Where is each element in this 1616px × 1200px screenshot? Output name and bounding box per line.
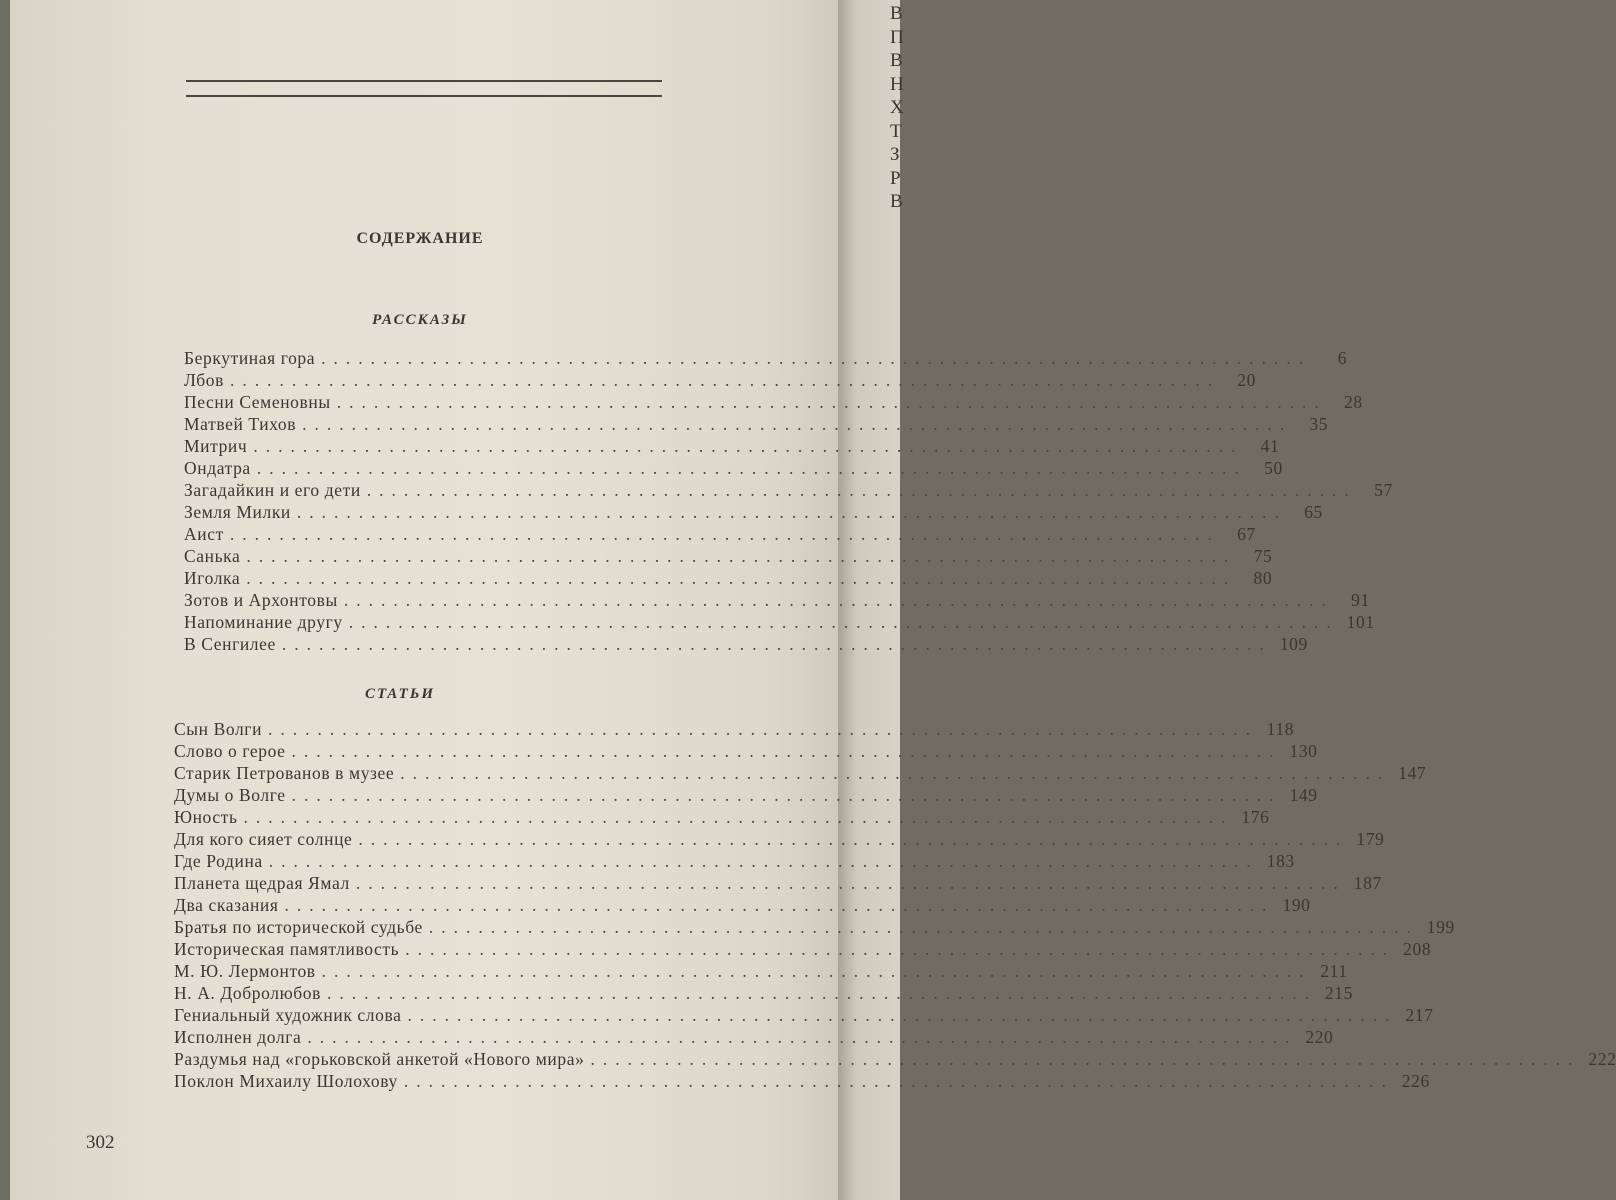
toc-entry [184,523,1256,545]
toc-entry-title: Сын Волги [174,719,263,739]
facing-page-letter: В [890,50,903,71]
toc-entry-title: Старик Петрованов в музее [174,763,395,783]
toc-leader-dots: ................................................................................ [229,370,1220,390]
toc-entry-title: Песни Семеновны [184,392,331,412]
toc-entry-title: Раздумья над «горьковской анкетой «Нового мира» [174,1049,585,1069]
toc-entry-title: Думы о Волге [174,785,286,805]
toc-leader-dots: ................................................................................ [326,983,1317,1003]
facing-page-letter: Х [890,97,904,118]
facing-page-letter: В [890,3,903,24]
toc-entry [174,718,1295,740]
toc-entry-page: 176 [1241,807,1270,827]
toc-entry-page: 6 [1337,348,1348,368]
toc-leader-dots: ................................................................................ [355,873,1346,893]
toc-entry-title: Братья по исторической судьбе [174,917,423,937]
contents-title: СОДЕРЖАНИЕ [356,230,484,247]
toc-leader-dots: ................................................................................ [284,895,1275,915]
toc-leader-dots: ................................................................................ [403,1071,1394,1091]
toc-entry-title: М. Ю. Лермонтов [174,961,316,981]
toc-entry [174,1004,1434,1026]
toc-entry-title: Ондатра [184,458,251,478]
toc-entry [184,391,1363,413]
toc-leader-dots: ................................................................................ [268,719,1259,739]
toc-entry-title: Напоминание другу [184,612,343,632]
toc-entry-page: 149 [1289,785,1318,805]
toc-entry-page: 187 [1353,873,1382,893]
toc-entry [174,1048,1616,1070]
toc-entry-title: Поклон Михаилу Шолохову [174,1071,398,1091]
toc-entry-title: В Сенгилее [184,634,276,654]
toc-entry-title: Земля Милки [184,502,291,522]
toc-entry [174,784,1318,806]
toc-entry-page: 75 [1253,546,1273,566]
toc-entry [174,894,1311,916]
toc-entry-page: 118 [1266,719,1295,739]
toc-leader-dots: ................................................................................ [229,524,1220,544]
page-number: 302 [86,1132,115,1153]
toc-leader-dots: ................................................................................ [348,612,1339,632]
toc-entry-title: Где Родина [174,851,263,871]
toc-leader-dots: ................................................................................ [302,414,1293,434]
toc-leader-dots: ................................................................................ [268,851,1259,871]
toc-entry [174,850,1295,872]
toc-entry-page: 67 [1237,524,1256,544]
toc-leader-dots: ................................................................................ [291,741,1282,761]
toc-entry-page: 91 [1351,590,1370,610]
toc-entry-page: 41 [1260,436,1280,456]
facing-page-letter: Н [890,73,904,95]
toc-leader-dots: ................................................................................ [246,546,1237,566]
toc-entry-page: 80 [1253,568,1273,588]
toc-leader-dots: ................................................................................ [358,829,1349,849]
toc-entry-title: Санька [184,546,241,566]
toc-leader-dots: ................................................................................ [307,1027,1298,1047]
toc-entry [184,479,1393,501]
toc-entry [174,960,1348,982]
toc-entry [174,982,1353,1004]
toc-entry-page: 222 [1588,1049,1616,1069]
toc-entry [174,740,1318,762]
toc-entry [184,611,1375,633]
toc-entry-page: 130 [1289,741,1318,761]
toc-entry [184,501,1323,523]
toc-entry [184,567,1273,589]
toc-entry-title: Планета щедрая Ямал [174,873,350,893]
toc-entry-page: 50 [1264,458,1283,478]
toc-leader-dots: ................................................................................ [253,436,1244,456]
toc-entry-title: Юность [174,807,238,827]
toc-leader-dots: ................................................................................ [405,939,1396,959]
toc-leader-dots: ................................................................................ [366,480,1357,500]
facing-page-letter: Р [890,167,901,189]
toc-leader-dots: ................................................................................ [291,785,1282,805]
toc-leader-dots: ................................................................................ [407,1005,1398,1025]
toc-entry-page: 57 [1374,480,1393,500]
toc-entry-title: Аист [184,524,224,544]
toc-entry-page: 208 [1403,939,1432,959]
toc-entry-page: 101 [1346,612,1375,632]
toc-entry [174,762,1427,784]
toc-leader-dots: ................................................................................ [256,458,1247,478]
toc-entry-title: Матвей Тихов [184,414,297,434]
toc-leader-dots: ................................................................................ [243,807,1234,827]
toc-entry-title: Беркутиная гора [184,348,316,368]
toc-entry-page: 190 [1282,895,1311,915]
toc-entry-page: 20 [1237,370,1256,390]
toc-entry [174,806,1270,828]
toc-entry-title: Загадайкин и его дети [184,480,361,500]
toc-entry [184,633,1308,655]
toc-entry [174,828,1385,850]
facing-page-letter: П [890,26,904,48]
toc-entry [174,1026,1334,1048]
toc-entry [184,435,1280,457]
toc-leader-dots: ................................................................................ [246,568,1237,588]
toc-entry-title: Историческая памятливость [174,939,400,959]
toc-entry-page: 109 [1279,634,1308,654]
toc-entry-page: 28 [1344,392,1363,412]
section-heading-articles: СТАТЬИ [365,686,435,702]
toc-entry [174,916,1455,938]
toc-entry-page: 35 [1309,414,1329,434]
toc-entry-title: Иголка [184,568,241,588]
toc-entry-page: 179 [1356,829,1385,849]
toc-leader-dots: ................................................................................ [343,590,1334,610]
toc-entry [184,589,1370,611]
toc-entry-page: 211 [1320,961,1348,981]
toc-leader-dots: ................................................................................ [400,763,1391,783]
toc-entry [184,457,1283,479]
toc-entry-page: 226 [1401,1071,1430,1091]
toc-entry-page: 183 [1266,851,1295,871]
toc-entry [184,545,1273,567]
toc-entry-page: 147 [1398,763,1427,783]
toc-entry-page: 65 [1304,502,1323,522]
toc-leader-dots: ................................................................................ [590,1049,1581,1069]
toc-entry-title: Н. А. Добролюбов [174,983,321,1003]
toc-leader-dots: ................................................................................ [336,392,1327,412]
toc-leader-dots: ................................................................................ [296,502,1287,522]
toc-entry-title: Зотов и Архонтовы [184,590,338,610]
toc-entry [174,872,1382,894]
toc-entry [174,938,1432,960]
toc-entry [184,413,1329,435]
toc-leader-dots: ................................................................................ [281,634,1272,654]
toc-entry-title: Исполнен долга [174,1027,302,1047]
toc-leader-dots: ................................................................................ [321,348,1312,368]
toc-entry [174,1070,1430,1092]
facing-page-letter: Т [890,120,902,142]
toc-entry-title: Слово о герое [174,741,286,761]
toc-entry-title: Гениальный художник слова [174,1005,402,1025]
toc-entry-page: 217 [1405,1005,1434,1025]
toc-entry [184,347,1348,369]
toc-entry-page: 199 [1426,917,1455,937]
toc-entry-title: Митрич [184,436,248,456]
toc-entry [184,369,1256,391]
facing-page-letter: В [890,191,903,212]
toc-entry-page: 215 [1324,983,1353,1003]
toc-entry-page: 220 [1305,1027,1334,1047]
toc-entry-title: Лбов [184,370,224,390]
section-heading-stories: РАССКАЗЫ [372,312,468,328]
toc-entry-title: Для кого сияет солнце [174,829,353,849]
toc-leader-dots: ................................................................................ [321,961,1312,981]
toc-leader-dots: ................................................................................ [428,917,1419,937]
facing-page-letter: З [890,144,900,165]
toc-entry-title: Два сказания [174,895,279,915]
